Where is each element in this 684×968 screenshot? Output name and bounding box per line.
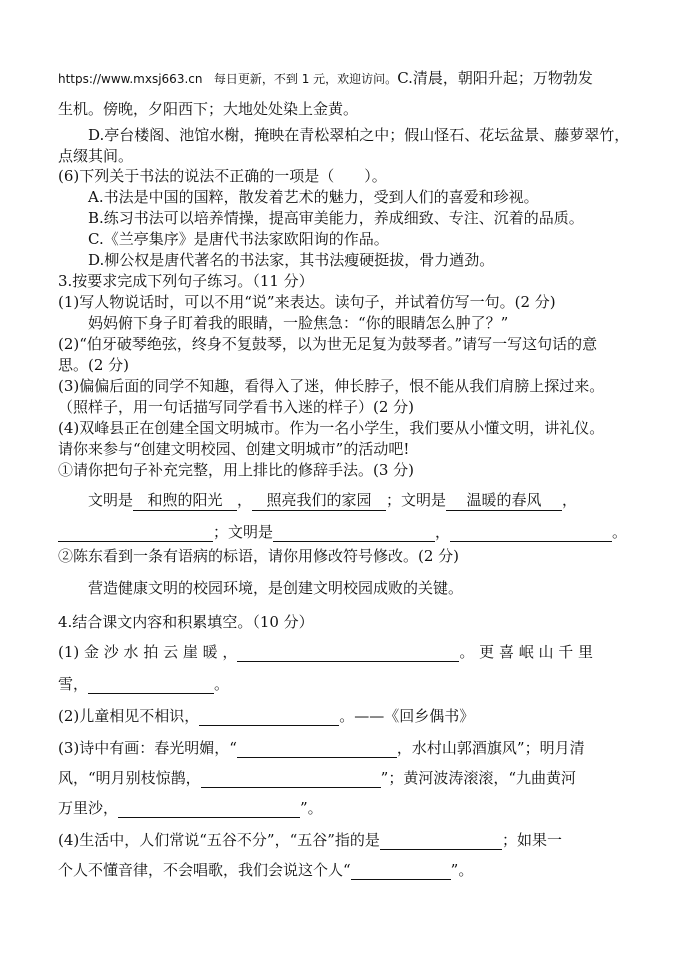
- parallel-blank-5[interactable]: [273, 524, 435, 542]
- question-6-option-a: A.书法是中国的国粹，散发着艺术的魅力，受到人们的喜爱和珍视。: [88, 188, 539, 206]
- q4-3-text-d: ”；黄河波涛滚滚，“九曲黄河: [380, 769, 577, 787]
- q3-1-example: 妈妈俯下身子盯着我的眼睛，一脸焦急：“你的眼睛怎么肿了？”: [88, 314, 509, 332]
- q4-1-blank-2[interactable]: [88, 676, 214, 694]
- q4-2-blank[interactable]: [199, 708, 339, 726]
- header-url[interactable]: https://www.mxsj663.cn: [58, 72, 203, 86]
- q3-4-sub1-stem: ①请你把句子补充完整，用上排比的修辞手法。(3 分): [58, 461, 415, 479]
- q4-4-line1: [58, 830, 562, 850]
- q4-3-line3: [58, 798, 323, 818]
- parallel-fill-2[interactable]: 照亮我们的家园: [252, 490, 386, 511]
- q4-2-text-a: (2)儿童相见不相识，: [58, 707, 200, 725]
- q4-3-text-a: (3)诗中有画：春光明媚，“: [58, 739, 237, 757]
- page-header: [58, 68, 593, 89]
- option-c-continuation: 生机。傍晚，夕阳西下；大地处处染上金黄。: [58, 100, 359, 118]
- question-4-title: 4.结合课文内容和积累填空。（10 分）: [58, 613, 314, 631]
- q4-1-line1: [58, 642, 593, 662]
- question-6-option-b: B.练习书法可以培养情操，提高审美能力，养成细致、专注、沉着的品质。: [88, 209, 584, 227]
- q4-2-text-b: 。——《回乡偶书》: [339, 707, 475, 725]
- q3-1-stem: (1)写人物说话时，可以不用“说”来表达。读句子，并试着仿写一句。(2 分): [58, 293, 556, 311]
- q4-4-text-b: ；如果一: [501, 831, 562, 849]
- parallel-fill-3[interactable]: 温暖的春风: [446, 490, 562, 511]
- q4-3-line2: [58, 768, 576, 788]
- parallel-blank-4[interactable]: [58, 524, 213, 542]
- parallel-comma: ，: [237, 491, 253, 509]
- q4-1-text-a: (1) 金 沙 水 拍 云 崖 暖 ，: [58, 643, 238, 661]
- parallel-trailing-comma: ，: [562, 491, 578, 509]
- q3-4-sub2-stem: ②陈东看到一条有语病的标语，请你用修改符号修改。(2 分): [58, 547, 460, 565]
- q4-3-text-c: 风，“明月别枝惊鹊，: [58, 769, 201, 787]
- q3-3-line2: （照样子，用一句话描写同学看书入迷的样子）(2 分): [58, 398, 415, 416]
- question-6-stem: (6)下列关于书法的说法不正确的一项是（ ）。: [58, 167, 387, 185]
- question-3-title: 3.按要求完成下列句子练习。（11 分）: [58, 272, 314, 290]
- q4-4-text-c: 个人不懂音律，不会唱歌，我们会说这个人“: [58, 861, 351, 879]
- q4-1-text-c: 雪，: [58, 675, 89, 693]
- q3-4-line1: (4)双峰县正在创建全国文明城市。作为一名小学生，我们要从小懂文明，讲礼仪。: [58, 419, 605, 437]
- q3-3-line1: (3)偏偏后面的同学不知趣，看得入了迷，伸长脖子，恨不能从我们肩膀上探过来。: [58, 377, 605, 395]
- parallelism-line1: [88, 490, 577, 511]
- q4-2-line: [58, 706, 474, 726]
- q4-3-text-b: ，水村山郭酒旗风”；明月清: [396, 739, 585, 757]
- parallel-semicolon-2: ；文明是: [213, 523, 274, 541]
- q4-4-blank-1[interactable]: [380, 832, 502, 850]
- q4-3-blank-1[interactable]: [237, 740, 397, 758]
- header-note: 每日更新，不到 1 元，欢迎访问。: [213, 72, 398, 86]
- header-continuation: C.清晨，朝阳升起；万物勃发: [397, 69, 593, 87]
- q3-4-line2: 请你来参与“创建文明校园、创建文明城市”的活动吧!: [58, 440, 410, 458]
- parallel-blank-6[interactable]: [450, 524, 612, 542]
- parallelism-line2: [58, 522, 627, 542]
- parallel-period: 。: [612, 523, 628, 541]
- question-6-option-c: C.《兰亭集序》是唐代书法家欧阳询的作品。: [88, 230, 389, 248]
- parallel-semicolon: ；文明是: [386, 491, 447, 509]
- q4-1-line2: [58, 674, 229, 694]
- q3-2-line2: 思。(2 分): [58, 356, 130, 374]
- parallel-fill-1[interactable]: 和煦的阳光: [133, 490, 237, 511]
- q4-3-blank-2[interactable]: [201, 770, 381, 788]
- q4-3-line1: [58, 738, 585, 758]
- parallel-comma-2: ，: [435, 523, 451, 541]
- question-6-option-d: D.柳公权是唐代著名的书法家，其书法瘦硬挺拔，骨力遒劲。: [88, 251, 495, 269]
- q4-3-text-f: ”。: [300, 799, 323, 817]
- q4-1-text-d: 。: [214, 675, 230, 693]
- q4-3-blank-3[interactable]: [118, 800, 300, 818]
- q4-4-blank-2[interactable]: [351, 862, 451, 880]
- q4-1-text-b: 。 更 喜 岷 山 千 里: [459, 643, 594, 661]
- q4-4-text-d: ”。: [450, 861, 474, 879]
- q4-1-blank-1[interactable]: [237, 644, 459, 662]
- option-d-line1: D.亭台楼阁、池馆水榭，掩映在青松翠柏之中；假山怪石、花坛盆景、藤萝翠竹，: [88, 126, 630, 144]
- q4-4-text-a: (4)生活中，人们常说“五谷不分”，“五谷”指的是: [58, 831, 380, 849]
- faulty-slogan[interactable]: 营造健康文明的校园环境，是创建文明校园成败的关键。: [88, 579, 464, 597]
- q4-3-text-e: 万里沙，: [58, 799, 119, 817]
- q4-4-line2: [58, 860, 473, 880]
- q3-2-line1: (2)“伯牙破琴绝弦，终身不复鼓琴，以为世无足复为鼓琴者。”请写一写这句话的意: [58, 335, 598, 353]
- option-d-line2: 点缀其间。: [58, 147, 134, 165]
- parallel-prefix: 文明是: [88, 491, 134, 509]
